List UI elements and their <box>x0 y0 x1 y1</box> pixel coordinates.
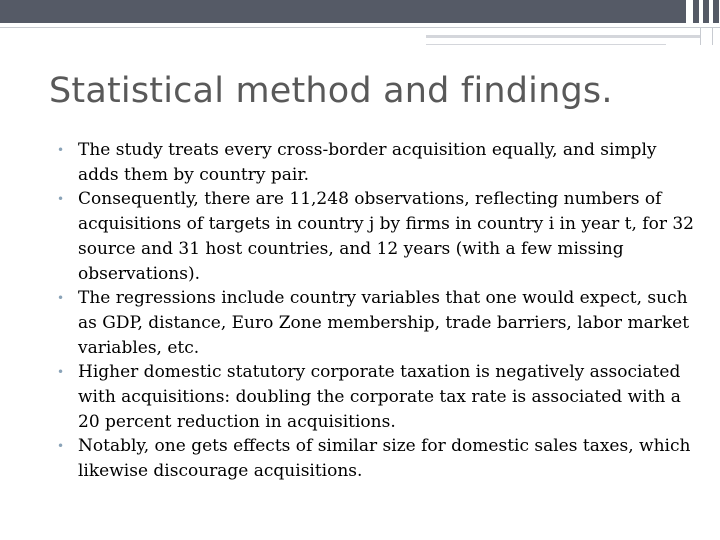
bullet-text: Notably, one gets effects of similar size for domestic sales taxes, which likewise discourage acquisitions. <box>78 436 691 482</box>
bullet-list <box>55 138 695 484</box>
header-square-decoration <box>703 0 709 23</box>
bullet-item <box>55 138 695 187</box>
bullet-icon: • <box>57 365 65 380</box>
header-square-decoration <box>713 0 719 23</box>
header-vertical-line <box>712 27 713 45</box>
header-square-decoration <box>693 0 699 23</box>
bullet-item <box>55 434 695 483</box>
bullet-text: The regressions include country variables that one would expect, such as GDP, distance, Euro Zone membership, trade barriers, labor market variables, etc. <box>78 288 690 358</box>
slide-title: Statistical method and findings. <box>49 71 613 111</box>
header-accent-line <box>426 35 700 38</box>
bullet-text: Consequently, there are 11,248 observations, reflecting numbers of acquisitions of targets in country j by firms in country i in year t, for 32 source and 31 host countries, and 12 years (with a few missing observations). <box>78 189 694 284</box>
bullet-icon: • <box>57 291 65 306</box>
bullet-item <box>55 286 695 360</box>
bullet-text: Higher domestic statutory corporate taxation is negatively associated with acquisitions: doubling the corporate tax rate is associated with a 20 percent reduction in acquisitions. <box>78 362 681 432</box>
header-vertical-line <box>700 27 701 45</box>
header-divider-line <box>0 27 720 28</box>
header-band <box>0 0 686 23</box>
header-accent-line <box>426 44 666 45</box>
bullet-icon: • <box>57 439 65 454</box>
bullet-item <box>55 360 695 434</box>
bullet-icon: • <box>57 192 65 207</box>
bullet-text: The study treats every cross-border acquisition equally, and simply adds them by country pair. <box>78 140 657 185</box>
bullet-item <box>55 187 695 286</box>
bullet-icon: • <box>57 143 65 157</box>
